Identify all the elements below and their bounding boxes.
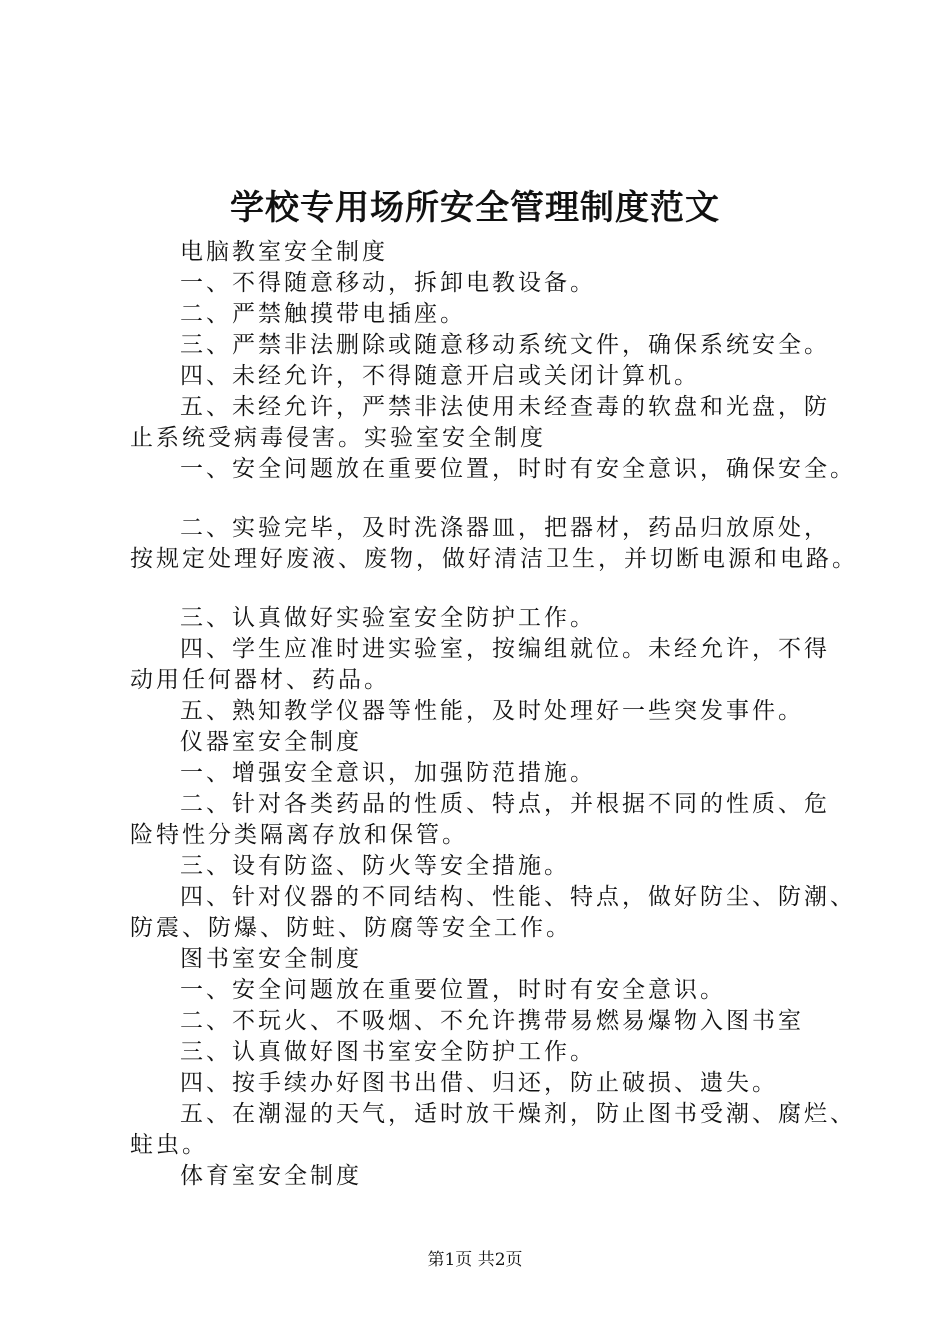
paragraph-line: 按规定处理好废液、废物，做好清洁卫生，并切断电源和电路。 (130, 546, 858, 572)
paragraph-line: 蛀虫。 (130, 1132, 208, 1158)
page-footer: 第1页 共2页 (427, 1250, 523, 1270)
section-heading: 体育室安全制度 (180, 1163, 362, 1189)
paragraph-line: 一、安全问题放在重要位置，时时有安全意识，确保安全。 (180, 456, 856, 482)
paragraph-line: 一、安全问题放在重要位置，时时有安全意识。 (180, 977, 726, 1003)
paragraph-line: 四、未经允许，不得随意开启或关闭计算机。 (180, 363, 700, 389)
section-heading: 仪器室安全制度 (180, 729, 362, 755)
document-title: 学校专用场所安全管理制度范文 (230, 188, 720, 228)
paragraph-line: 一、增强安全意识，加强防范措施。 (180, 760, 596, 786)
paragraph-line: 四、针对仪器的不同结构、性能、特点，做好防尘、防潮、 (180, 884, 856, 910)
paragraph-line: 二、严禁触摸带电插座。 (180, 301, 466, 327)
paragraph-line: 五、熟知教学仪器等性能，及时处理好一些突发事件。 (180, 698, 804, 724)
paragraph-line: 二、不玩火、不吸烟、不允许携带易燃易爆物入图书室 (180, 1008, 804, 1034)
paragraph-line: 险特性分类隔离存放和保管。 (130, 822, 468, 848)
paragraph-line: 四、按手续办好图书出借、归还，防止破损、遗失。 (180, 1070, 778, 1096)
paragraph-line: 二、针对各类药品的性质、特点，并根据不同的性质、危 (180, 791, 830, 817)
paragraph-line: 五、未经允许，严禁非法使用未经查毒的软盘和光盘，防 (180, 394, 830, 420)
section-heading: 电脑教室安全制度 (180, 239, 388, 265)
paragraph-line: 三、认真做好实验室安全防护工作。 (180, 605, 596, 631)
paragraph-line: 三、严禁非法删除或随意移动系统文件，确保系统安全。 (180, 332, 830, 358)
paragraph-line: 二、实验完毕，及时洗涤器皿，把器材，药品归放原处， (180, 515, 830, 541)
paragraph-line: 五、在潮湿的天气，适时放干燥剂，防止图书受潮、腐烂、 (180, 1101, 856, 1127)
paragraph-line: 一、不得随意移动，拆卸电教设备。 (180, 270, 596, 296)
paragraph-line: 四、学生应准时进实验室，按编组就位。未经允许，不得 (180, 636, 830, 662)
section-heading: 图书室安全制度 (180, 946, 362, 972)
paragraph-line: 三、设有防盗、防火等安全措施。 (180, 853, 570, 879)
paragraph-line: 三、认真做好图书室安全防护工作。 (180, 1039, 596, 1065)
paragraph-line: 防震、防爆、防蛀、防腐等安全工作。 (130, 915, 572, 941)
paragraph-line: 止系统受病毒侵害。实验室安全制度 (130, 425, 546, 451)
paragraph-line: 动用任何器材、药品。 (130, 667, 390, 693)
